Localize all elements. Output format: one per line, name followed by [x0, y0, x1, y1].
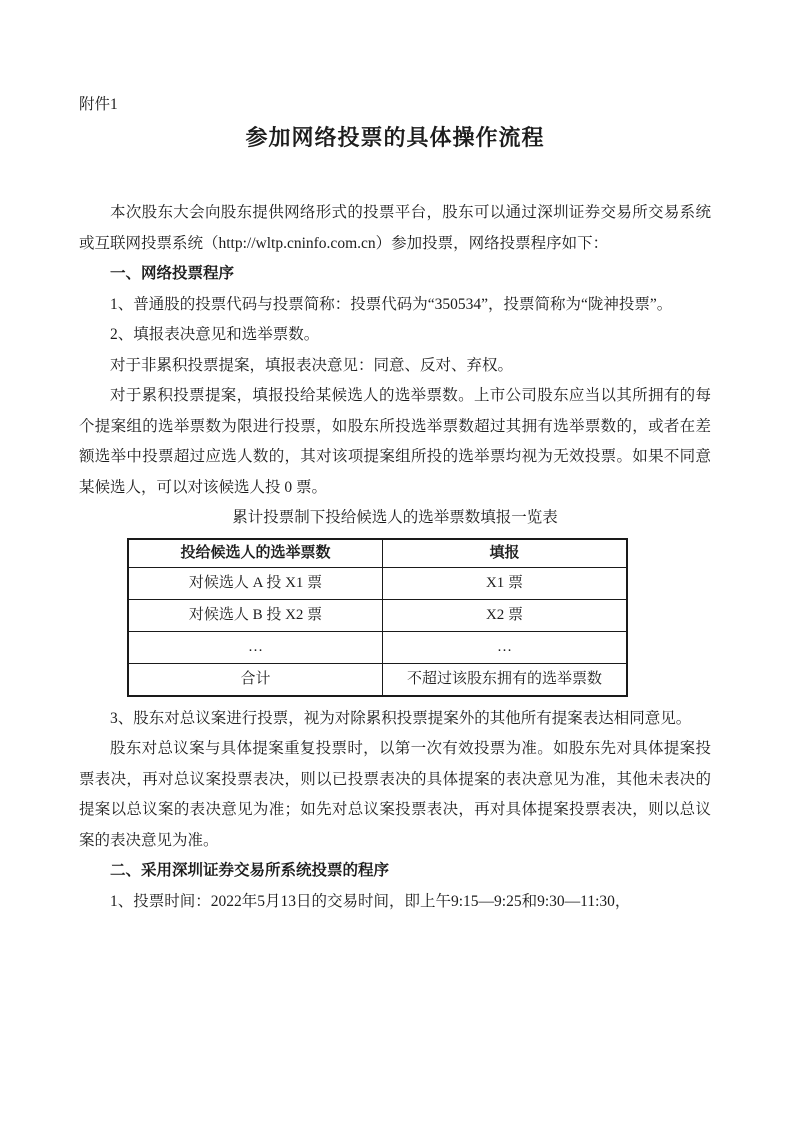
intro-paragraph: 本次股东大会向股东提供网络形式的投票平台，股东可以通过深圳证券交易所交易系统或互联网投票系统（http://wltp.cninfo.com.cn）参加投票，网络投票程序如下：	[79, 204, 711, 252]
table-header-row	[128, 539, 627, 568]
attachment-label: 附件1	[79, 96, 118, 113]
cumulative-vote-table	[127, 538, 628, 697]
table-cell: 对候选人 A 投 X1 票	[128, 567, 382, 599]
table-cell: …	[128, 631, 382, 663]
table-cell: 合计	[128, 663, 382, 696]
table-row	[128, 663, 627, 696]
table-row	[128, 567, 627, 599]
page-content	[79, 95, 711, 917]
table-cell: 对候选人 B 投 X2 票	[128, 599, 382, 631]
table-row	[128, 599, 627, 631]
section1-paragraph-3: 对于非累积投票提案，填报表决意见：同意、反对、弃权。	[110, 356, 514, 374]
section1-heading: 一、网络投票程序	[110, 265, 235, 282]
table-row	[128, 631, 627, 663]
table-header-fill: 填报	[382, 539, 627, 568]
section1-paragraph-2: 2、填报表决意见和选举票数。	[110, 326, 320, 343]
table-cell: …	[382, 631, 627, 663]
table-caption: 累计投票制下投给候选人的选举票数填报一览表	[232, 509, 558, 526]
section1-paragraph-5: 3、股东对总议案进行投票，视为对除累积投票提案外的其他所有提案表达相同意见。	[110, 709, 692, 727]
section2-paragraph-1: 1、投票时间：2022年5月13日的交易时间，即上午9:15—9:25和9:30—11:30，	[110, 892, 631, 910]
table-cell: 不超过该股东拥有的选举票数	[382, 663, 627, 696]
table-header-votes: 投给候选人的选举票数	[128, 539, 382, 568]
table-cell: X1 票	[382, 567, 627, 599]
section1-paragraph-4: 对于累积投票提案，填报投给某候选人的选举票数。上市公司股东应当以其所拥有的每个提案组的选举票数为限进行投票，如股东所投选举票数超过其拥有选举票数的，或者在差额选举中投票超过应选人数的，其对该项提案组所投的选举票均视为无效投票。如果不同意某候选人，可以对该候选人投 0 票。	[79, 387, 711, 496]
section1-paragraph-6: 股东对总议案与具体提案重复投票时，以第一次有效投票为准。如股东先对具体提案投票表决，再对总议案投票表决，则以已投票表决的具体提案的表决意见为准，其他未表决的提案以总议案的表决意见为准；如先对总议案投票表决，再对具体提案投票表决，则以总议案的表决意见为准。	[79, 740, 711, 849]
section2-heading: 二、采用深圳证券交易所系统投票的程序	[110, 862, 390, 879]
document-body	[79, 198, 711, 917]
section1-paragraph-1: 1、普通股的投票代码与投票简称：投票代码为“350534”，投票简称为“陇神投票”。	[110, 295, 673, 313]
table-cell: X2 票	[382, 599, 627, 631]
page-title: 参加网络投票的具体操作流程	[245, 125, 545, 150]
